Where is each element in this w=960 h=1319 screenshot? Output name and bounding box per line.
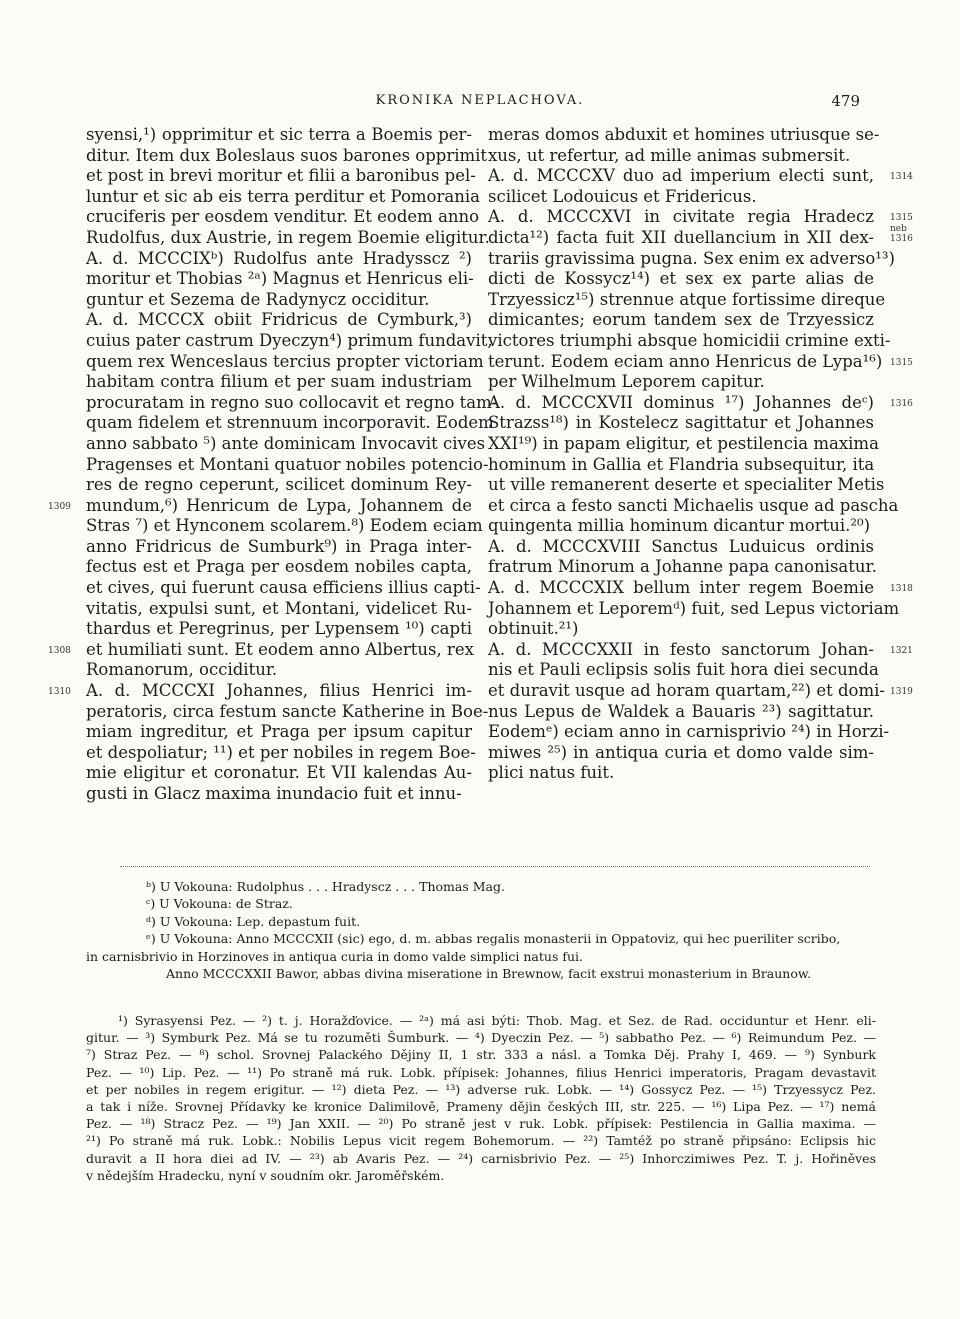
text-line: et cives, qui fuerunt causa efficiens illius capti- — [86, 578, 481, 598]
text-line: A. d. MCCCXXII in festo sanctorum Johan- — [488, 639, 874, 659]
footnote-line: et per nobiles in regem erigitur. — ¹²) dieta Pez. — ¹³) adverse ruk. Lobk. — ¹⁴) Gossycz Pez. — ¹⁵) Trzyessycz Pez. — [86, 1081, 876, 1097]
footnote-line: ⁷) Straz Pez. — ⁸) schol. Srovnej Palackého Dějiny II, 1 str. 333 a násl. a Tomka Děj. Prahy I, 469. — ⁹) Synburk — [86, 1047, 876, 1063]
text-line: A. d. MCCCXVII dominus ¹⁷) Johannes deᶜ) — [488, 392, 874, 412]
margin-year: neb — [890, 223, 907, 234]
text-line: A. d. MCCCXV duo ad imperium electi sunt, — [488, 166, 874, 186]
text-line: scilicet Lodouicus et Fridericus. — [488, 186, 757, 206]
variant-note: Anno MCCCXXII Bawor, abbas divina miseratione in Brewnow, facit exstrui monasterium in Braunow. — [166, 966, 812, 982]
text-line: Strazss¹⁸) in Kostelecz sagittatur et Johannes — [488, 413, 874, 433]
text-line: guntur et Sezema de Radynycz occiditur. — [86, 289, 430, 309]
text-line: terunt. Eodem eciam anno Henricus de Lypa¹⁶) — [488, 351, 883, 371]
text-line: XXI¹⁹) in papam eligitur, et pestilencia maxima — [488, 433, 879, 453]
text-line: A. d. MCCCXI Johannes, filius Henrici im- — [86, 681, 472, 701]
text-line: Pragenses et Montani quatuor nobiles potencio- — [86, 454, 489, 474]
variant-note: ᵇ) U Vokouna: Rudolphus . . . Hradyscz . . . Thomas Mag. — [146, 879, 505, 894]
text-line: anno Fridricus de Sumburk⁹) in Praga inter- — [86, 536, 472, 556]
margin-year: 1316 — [890, 234, 913, 244]
margin-year: 1314 — [890, 172, 913, 183]
margin-year: 1319 — [890, 687, 913, 698]
text-line: quem rex Wenceslaus tercius propter victoriam — [86, 351, 484, 371]
text-line: quam fidelem et strennuum incorporavit. Eodem — [86, 413, 494, 433]
text-line: et circa a festo sancti Michaelis usque ad pascha — [488, 495, 899, 515]
text-line: vitatis, expulsi sunt, et Montani, videlicet Ru- — [86, 598, 472, 618]
page-number: 479 — [831, 92, 860, 110]
text-line: et humiliati sunt. Et eodem anno Albertus, rex — [86, 639, 474, 659]
text-line: mie eligitur et coronatur. Et VII kalendas Au- — [86, 763, 472, 783]
footnote-line: duravit a II hora diei ad IV. — ²³) ab Avaris Pez. — ²⁴) carnisbrivio Pez. — ²⁵) Inhorczimiwes Pez. T. j. Hořiněves — [86, 1150, 876, 1166]
text-line: anno sabbato ⁵) ante dominicam Invocavit cives — [86, 433, 486, 453]
margin-year: 1315 — [890, 357, 913, 368]
footnote-line: ²¹) Po straně má ruk. Lobk.: Nobilis Lepus vicit regem Bohemorum. — ²²) Tamtéž po straně připsáno: Eclipsis hic — [86, 1133, 876, 1149]
text-line: xus, ut refertur, ad mille animas submersit. — [488, 145, 851, 165]
text-line: miam ingreditur, et Praga per ipsum capitur — [86, 722, 472, 742]
text-line: procuratam in regno suo collocavit et regno tam- — [86, 392, 498, 412]
text-line: nis et Pauli eclipsis solis fuit hora diei secunda — [488, 660, 879, 680]
text-line: obtinuit.²¹) — [488, 619, 579, 639]
text-line: Johannem et Leporemᵈ) fuit, sed Lepus victoriam — [488, 598, 900, 618]
text-line: quingenta millia hominum dicantur mortui.²⁰) — [488, 516, 871, 536]
text-line: ditur. Item dux Boleslaus suos barones opprimit — [86, 145, 488, 165]
text-line: dicti de Kossycz¹⁴) et sex ex parte alias de — [488, 269, 874, 289]
text-line: cruciferis per eosdem venditur. Et eodem anno — [86, 207, 480, 227]
text-line: Eodemᵉ) eciam anno in carnisprivio ²⁴) in Horzi- — [488, 722, 890, 742]
text-line: et despoliatur; ¹¹) et per nobiles in regem Boe- — [86, 742, 476, 762]
text-line: A. d. MCCCIXᵇ) Rudolfus ante Hradysscz ²) — [86, 248, 472, 268]
text-line: cuius pater castrum Dyeczyn⁴) primum fundavit, — [86, 330, 493, 350]
text-line: fectus est et Praga per eosdem nobiles capta, — [86, 557, 472, 577]
text-line: moritur et Thobias ²ᵃ) Magnus et Henricus eli- — [86, 269, 474, 289]
variant-note: in carnisbrivio in Horzinoves in antiqua curia in domo valde simplici natus fui. — [86, 948, 583, 964]
margin-year: 1309 — [48, 501, 71, 512]
text-line: victores triumphi absque homicidii crimine exti- — [488, 330, 891, 350]
margin-year: 1315 — [890, 213, 913, 224]
running-title: KRONIKA NEPLACHOVA. — [375, 93, 585, 108]
left-column — [86, 125, 498, 805]
text-line: plici natus fuit. — [488, 763, 615, 783]
text-line: dicta¹²) facta fuit XII duellancium in XII dex- — [488, 227, 874, 247]
variant-note: ᶜ) U Vokouna: de Straz. — [146, 896, 293, 912]
text-line: luntur et sic ab eis terra perditur et Pomorania — [86, 186, 480, 206]
text-line: trariis gravissima pugna. Sex enim ex adverso¹³) — [488, 248, 895, 268]
footnote-line: gitur. — ³) Symburk Pez. Má se tu rozuměti Šumburk. — ⁴) Dyeczin Pez. — ⁵) sabbatho Pez. — ⁶) Reimundum Pez. — — [86, 1030, 876, 1046]
text-line: Romanorum, occiditur. — [86, 660, 278, 680]
text-line: et duravit usque ad horam quartam,²²) et domi- — [488, 681, 885, 701]
text-line: A. d. MCCCX obiit Fridricus de Cymburk,³) — [86, 310, 472, 330]
footnote-line: ¹) Syrasyensi Pez. — ²) t. j. Horažďovice. — ²ᵃ) má asi býti: Thob. Mag. et Sez. de Rad. occiduntur et Henr. eli- — [118, 1013, 876, 1028]
text-line: hominum in Gallia et Flandria subsequitur, ita — [488, 454, 875, 474]
variant-notes — [86, 878, 876, 982]
text-line: A. d. MCCCXVI in civitate regia Hradecz — [488, 207, 874, 227]
text-line: Rudolfus, dux Austrie, in regem Boemie eligitur. — [86, 227, 490, 247]
margin-year: 1310 — [48, 687, 71, 698]
footnote-line: Pez. — ¹⁸) Stracz Pez. — ¹⁹) Jan XXII. — ²⁰) Po straně jest v ruk. Lobk. přípisek: Pestilencia in Gallia maxima. — — [86, 1116, 876, 1132]
footnote-line: a tak i níže. Srovnej Přídavky ke kronice Dalimilově, Prameny dějin českých III, str. 225. — ¹⁶) Lipa Pez. — ¹⁷) nemá — [86, 1098, 876, 1114]
text-line: Trzyessicz¹⁵) strennue atque fortissime direque — [488, 289, 886, 309]
text-line: habitam contra filium et per suam industriam — [86, 372, 472, 392]
text-line: et post in brevi moritur et filii a baronibus pel- — [86, 166, 476, 186]
text-line: Stras ⁷) et Hynconem scolarem.⁸) Eodem eciam — [86, 516, 483, 536]
margin-year: 1308 — [48, 646, 71, 656]
text-line: dimicantes; eorum tandem sex de Trzyessicz — [488, 310, 874, 330]
variant-note: ᵉ) U Vokouna: Anno MCCCXII (sic) ego, d. m. abbas regalis monasterii in Oppatoviz, qui hec pueriliter scribo, — [146, 931, 841, 947]
footnote-line: Pez. — ¹⁰) Lip. Pez. — ¹¹) Po straně má ruk. Lobk. přípisek: Johannes, filius Henrici imperatoris, Pragam devastavit — [86, 1064, 876, 1080]
text-line: meras domos abduxit et homines utriusque se- — [488, 125, 880, 144]
text-line: fratrum Minorum a Johanne papa canonisatur. — [488, 557, 877, 577]
footnote-rule — [120, 866, 870, 867]
text-line: miwes ²⁵) in antiqua curia et domo valde sim- — [488, 742, 874, 762]
text-line: res de regno ceperunt, scilicet dominum Rey- — [86, 475, 472, 495]
text-line: gusti in Glacz maxima inundacio fuit et innu- — [86, 784, 462, 803]
variant-note: ᵈ) U Vokouna: Lep. depastum fuit. — [146, 913, 361, 929]
text-line: peratoris, circa festum sancte Katherine in Boe- — [86, 701, 489, 721]
text-line: mundum,⁶) Henricum de Lypa, Johannem de — [86, 495, 472, 515]
margin-year: 1318 — [890, 584, 913, 595]
footnotes — [86, 1012, 876, 1184]
text-line: ut ville remanerent deserte et specialiter Metis — [488, 475, 885, 495]
text-line: A. d. MCCCXIX bellum inter regem Boemie — [488, 578, 874, 598]
footnote-line: v nědejším Hradecku, nyní v soudním okr. Jaroměřském. — [86, 1167, 445, 1183]
text-line: nus Lepus de Waldek a Bauaris ²³) sagittatur. — [488, 701, 874, 721]
text-line: thardus et Peregrinus, per Lypensem ¹⁰) capti — [86, 619, 472, 639]
text-line: A. d. MCCCXVIII Sanctus Luduicus ordinis — [488, 536, 874, 556]
text-line: syensi,¹) opprimitur et sic terra a Boemis per- — [86, 125, 472, 144]
margin-year: 1321 — [890, 646, 913, 656]
text-line: per Wilhelmum Leporem capitur. — [488, 372, 765, 392]
margin-year: 1316 — [890, 398, 913, 409]
